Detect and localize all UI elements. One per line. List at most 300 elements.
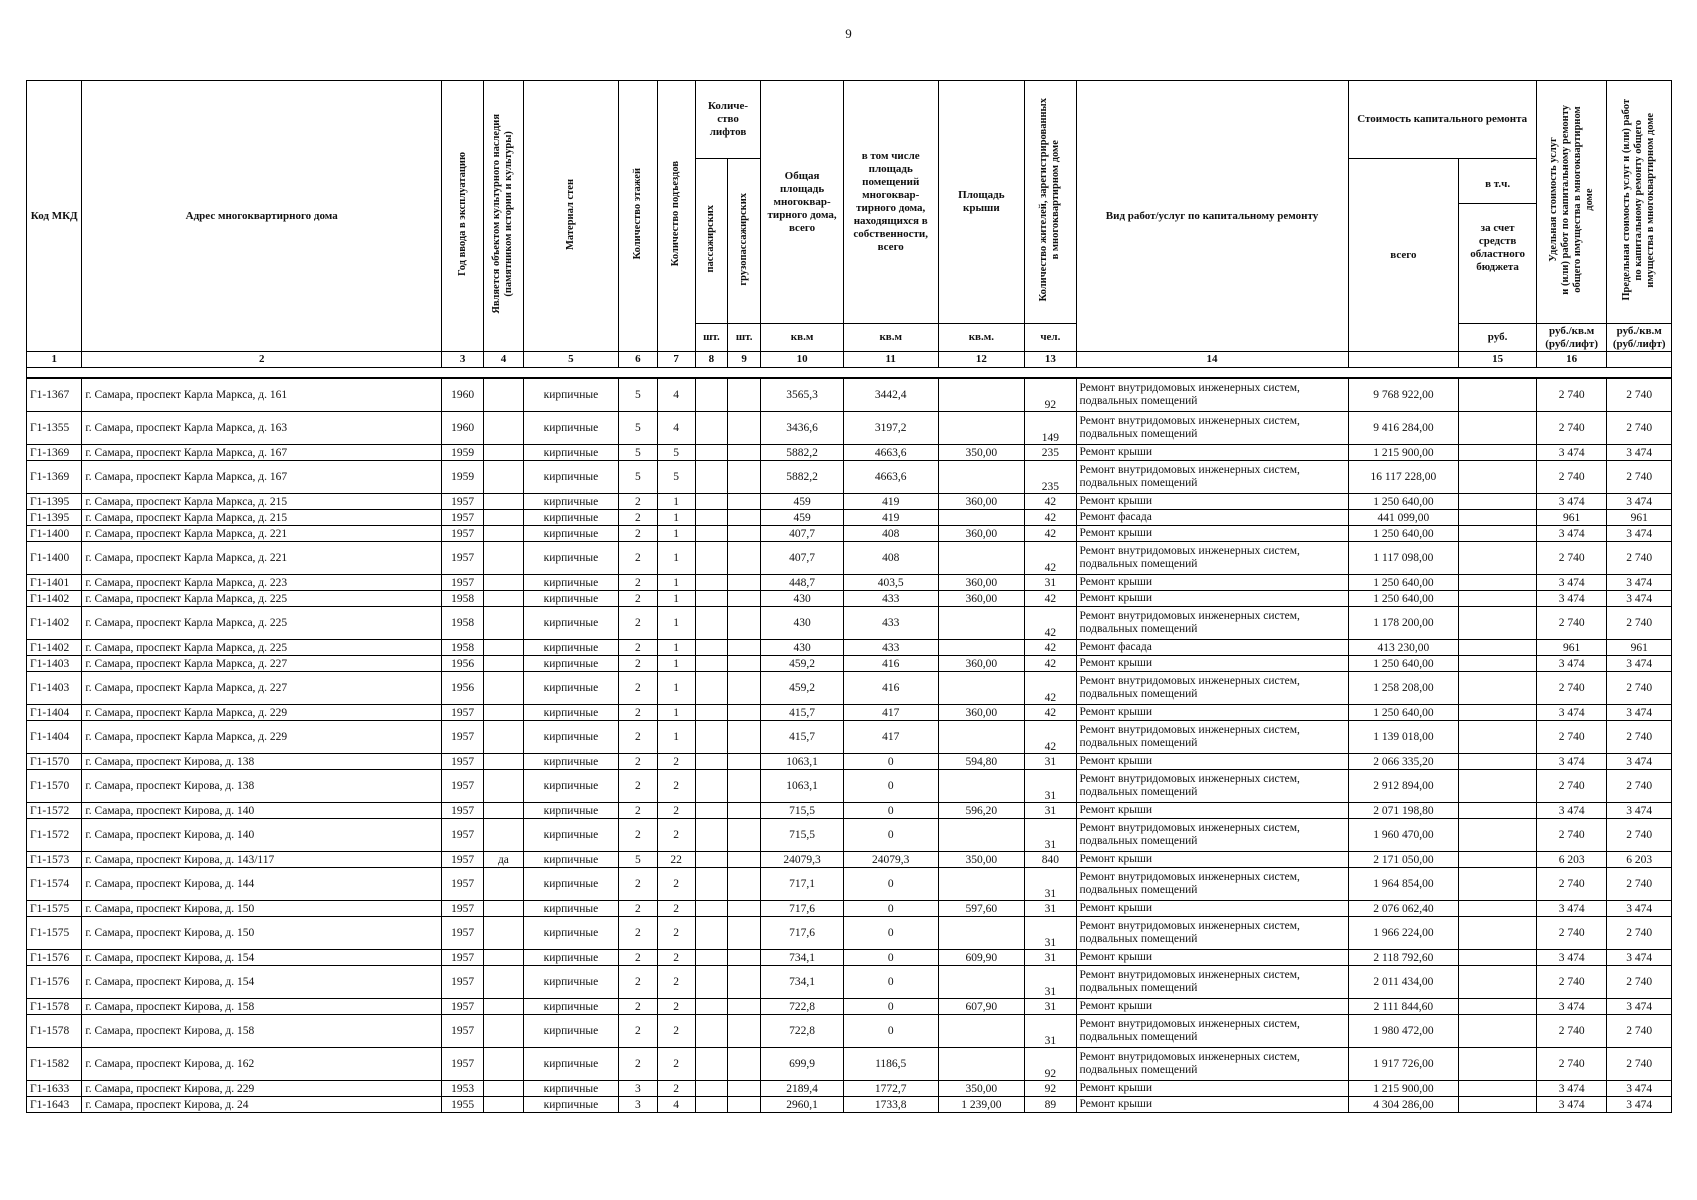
row-total-area: 407,7 bbox=[761, 542, 844, 575]
row-work-type: Ремонт фасада bbox=[1076, 510, 1348, 526]
row-cost-total: 1 258 208,00 bbox=[1348, 672, 1459, 705]
row-owned-area: 0 bbox=[843, 754, 938, 770]
row-roof-area: 594,80 bbox=[938, 754, 1025, 770]
row-cost-regional bbox=[1459, 819, 1537, 852]
row-roof-area bbox=[938, 770, 1025, 803]
row-lifts-cargo bbox=[728, 966, 761, 999]
table-row bbox=[27, 656, 1672, 672]
row-wall-material: кирпичные bbox=[523, 526, 619, 542]
row-roof-area: 360,00 bbox=[938, 656, 1025, 672]
row-entrances: 2 bbox=[657, 1015, 695, 1048]
col-num: 9 bbox=[728, 352, 761, 368]
row-unit-cost: 3 474 bbox=[1536, 445, 1607, 461]
row-year: 1957 bbox=[442, 803, 484, 819]
row-cost-total: 1 215 900,00 bbox=[1348, 445, 1459, 461]
row-unit-cost: 2 740 bbox=[1536, 672, 1607, 705]
row-wall-material: кирпичные bbox=[523, 494, 619, 510]
row-entrances: 2 bbox=[657, 868, 695, 901]
row-heritage: да bbox=[484, 852, 523, 868]
row-wall-material: кирпичные bbox=[523, 672, 619, 705]
row-lifts-pass bbox=[695, 705, 727, 721]
row-wall-material: кирпичные bbox=[523, 966, 619, 999]
row-owned-area: 4663,6 bbox=[843, 445, 938, 461]
row-work-type: Ремонт фасада bbox=[1076, 640, 1348, 656]
row-unit-cost: 3 474 bbox=[1536, 999, 1607, 1015]
row-heritage bbox=[484, 999, 523, 1015]
row-max-cost: 2 740 bbox=[1607, 461, 1672, 494]
row-heritage bbox=[484, 1048, 523, 1081]
unit-people: чел. bbox=[1025, 324, 1076, 352]
table-row bbox=[27, 672, 1672, 705]
row-wall-material: кирпичные bbox=[523, 1081, 619, 1097]
row-owned-area: 417 bbox=[843, 721, 938, 754]
row-code: Г1-1395 bbox=[27, 510, 82, 526]
row-year: 1957 bbox=[442, 770, 484, 803]
row-floors: 2 bbox=[619, 721, 657, 754]
row-address: г. Самара, проспект Карла Маркса, д. 225 bbox=[82, 607, 442, 640]
table-row bbox=[27, 526, 1672, 542]
row-wall-material: кирпичные bbox=[523, 656, 619, 672]
row-max-cost: 2 740 bbox=[1607, 1048, 1672, 1081]
row-heritage bbox=[484, 966, 523, 999]
row-code: Г1-1355 bbox=[27, 412, 82, 445]
row-code: Г1-1573 bbox=[27, 852, 82, 868]
row-year: 1957 bbox=[442, 868, 484, 901]
row-code: Г1-1367 bbox=[27, 378, 82, 412]
header-cost-regional-label: за счет средств областного бюджета bbox=[1470, 222, 1525, 273]
row-year: 1953 bbox=[442, 1081, 484, 1097]
row-roof-area: 360,00 bbox=[938, 705, 1025, 721]
row-residents: 92 bbox=[1025, 1048, 1076, 1081]
row-lifts-pass bbox=[695, 494, 727, 510]
row-entrances: 2 bbox=[657, 901, 695, 917]
row-lifts-pass bbox=[695, 852, 727, 868]
row-max-cost: 3 474 bbox=[1607, 575, 1672, 591]
header-cost-total: всего bbox=[1348, 159, 1459, 352]
row-address: г. Самара, проспект Карла Маркса, д. 227 bbox=[82, 656, 442, 672]
row-wall-material: кирпичные bbox=[523, 542, 619, 575]
row-max-cost: 3 474 bbox=[1607, 950, 1672, 966]
row-total-area: 717,6 bbox=[761, 917, 844, 950]
row-lifts-pass bbox=[695, 672, 727, 705]
row-lifts-pass bbox=[695, 868, 727, 901]
row-work-type: Ремонт внутридомовых инженерных систем, подвальных помещений bbox=[1076, 1048, 1348, 1081]
table-row bbox=[27, 591, 1672, 607]
row-year: 1955 bbox=[442, 1097, 484, 1113]
row-year: 1957 bbox=[442, 852, 484, 868]
row-total-area: 717,1 bbox=[761, 868, 844, 901]
row-max-cost: 3 474 bbox=[1607, 526, 1672, 542]
row-floors: 3 bbox=[619, 1081, 657, 1097]
header-cost-regional bbox=[1459, 159, 1537, 324]
row-owned-area: 419 bbox=[843, 494, 938, 510]
row-roof-area bbox=[938, 1015, 1025, 1048]
row-entrances: 2 bbox=[657, 1081, 695, 1097]
row-year: 1957 bbox=[442, 966, 484, 999]
row-total-area: 5882,2 bbox=[761, 461, 844, 494]
row-cost-total: 4 304 286,00 bbox=[1348, 1097, 1459, 1113]
row-cost-total: 413 230,00 bbox=[1348, 640, 1459, 656]
row-lifts-pass bbox=[695, 999, 727, 1015]
row-year: 1957 bbox=[442, 542, 484, 575]
row-residents: 31 bbox=[1025, 803, 1076, 819]
row-lifts-pass bbox=[695, 721, 727, 754]
row-residents: 42 bbox=[1025, 721, 1076, 754]
row-code: Г1-1575 bbox=[27, 901, 82, 917]
row-total-area: 459 bbox=[761, 510, 844, 526]
col-num bbox=[1607, 352, 1672, 368]
table-row bbox=[27, 542, 1672, 575]
row-residents: 92 bbox=[1025, 1081, 1076, 1097]
row-cost-regional bbox=[1459, 656, 1537, 672]
row-floors: 5 bbox=[619, 412, 657, 445]
row-cost-regional bbox=[1459, 852, 1537, 868]
col-num: 14 bbox=[1076, 352, 1348, 368]
row-residents: 92 bbox=[1025, 378, 1076, 412]
row-cost-regional bbox=[1459, 526, 1537, 542]
row-address: г. Самара, проспект Кирова, д. 138 bbox=[82, 754, 442, 770]
col-num: 13 bbox=[1025, 352, 1076, 368]
row-cost-total: 1 178 200,00 bbox=[1348, 607, 1459, 640]
row-owned-area: 24079,3 bbox=[843, 852, 938, 868]
row-year: 1958 bbox=[442, 607, 484, 640]
row-max-cost: 3 474 bbox=[1607, 705, 1672, 721]
row-unit-cost: 2 740 bbox=[1536, 461, 1607, 494]
header-lifts-cargo: грузопассажирских bbox=[728, 159, 761, 324]
row-cost-total: 2 071 198,80 bbox=[1348, 803, 1459, 819]
table-row bbox=[27, 378, 1672, 412]
table-row bbox=[27, 412, 1672, 445]
unit-sqm-1: кв.м bbox=[761, 324, 844, 352]
row-code: Г1-1395 bbox=[27, 494, 82, 510]
row-unit-cost: 2 740 bbox=[1536, 917, 1607, 950]
row-max-cost: 2 740 bbox=[1607, 672, 1672, 705]
row-entrances: 1 bbox=[657, 542, 695, 575]
row-lifts-cargo bbox=[728, 378, 761, 412]
row-owned-area: 0 bbox=[843, 1015, 938, 1048]
row-floors: 2 bbox=[619, 803, 657, 819]
row-roof-area bbox=[938, 510, 1025, 526]
row-residents: 31 bbox=[1025, 901, 1076, 917]
row-owned-area: 433 bbox=[843, 640, 938, 656]
row-year: 1957 bbox=[442, 754, 484, 770]
row-roof-area: 597,60 bbox=[938, 901, 1025, 917]
header-unit-cost: Удельная стоимость услуг и (или) работ по капитальному ремонту общего имущества в многоквартирном доме bbox=[1536, 81, 1607, 324]
row-owned-area: 1772,7 bbox=[843, 1081, 938, 1097]
row-floors: 2 bbox=[619, 999, 657, 1015]
row-year: 1957 bbox=[442, 1048, 484, 1081]
table-row bbox=[27, 754, 1672, 770]
row-cost-regional bbox=[1459, 607, 1537, 640]
row-roof-area bbox=[938, 542, 1025, 575]
col-num: 16 bbox=[1536, 352, 1607, 368]
row-cost-total: 2 171 050,00 bbox=[1348, 852, 1459, 868]
table-row bbox=[27, 999, 1672, 1015]
row-wall-material: кирпичные bbox=[523, 999, 619, 1015]
row-owned-area: 3197,2 bbox=[843, 412, 938, 445]
row-roof-area: 360,00 bbox=[938, 526, 1025, 542]
row-lifts-cargo bbox=[728, 803, 761, 819]
row-address: г. Самара, проспект Карла Маркса, д. 167 bbox=[82, 445, 442, 461]
row-floors: 2 bbox=[619, 607, 657, 640]
row-code: Г1-1402 bbox=[27, 607, 82, 640]
unit-per-1: руб./кв.м (руб/лифт) bbox=[1536, 324, 1607, 352]
row-residents: 31 bbox=[1025, 868, 1076, 901]
row-heritage bbox=[484, 461, 523, 494]
row-code: Г1-1572 bbox=[27, 819, 82, 852]
row-cost-total: 1 250 640,00 bbox=[1348, 591, 1459, 607]
row-roof-area bbox=[938, 640, 1025, 656]
row-unit-cost: 3 474 bbox=[1536, 1081, 1607, 1097]
row-total-area: 722,8 bbox=[761, 1015, 844, 1048]
row-max-cost: 3 474 bbox=[1607, 901, 1672, 917]
row-lifts-pass bbox=[695, 412, 727, 445]
row-cost-total: 2 066 335,20 bbox=[1348, 754, 1459, 770]
row-total-area: 459,2 bbox=[761, 656, 844, 672]
row-total-area: 430 bbox=[761, 591, 844, 607]
row-cost-total: 1 250 640,00 bbox=[1348, 656, 1459, 672]
row-max-cost: 2 740 bbox=[1607, 1015, 1672, 1048]
table-row bbox=[27, 721, 1672, 754]
row-residents: 31 bbox=[1025, 999, 1076, 1015]
row-address: г. Самара, проспект Кирова, д. 154 bbox=[82, 950, 442, 966]
row-max-cost: 3 474 bbox=[1607, 591, 1672, 607]
row-work-type: Ремонт внутридомовых инженерных систем, подвальных помещений bbox=[1076, 672, 1348, 705]
row-total-area: 430 bbox=[761, 640, 844, 656]
row-unit-cost: 2 740 bbox=[1536, 966, 1607, 999]
row-heritage bbox=[484, 575, 523, 591]
row-unit-cost: 2 740 bbox=[1536, 721, 1607, 754]
row-address: г. Самара, проспект Кирова, д. 229 bbox=[82, 1081, 442, 1097]
row-unit-cost: 3 474 bbox=[1536, 526, 1607, 542]
row-residents: 31 bbox=[1025, 1015, 1076, 1048]
row-year: 1957 bbox=[442, 1015, 484, 1048]
row-floors: 2 bbox=[619, 901, 657, 917]
row-address: г. Самара, проспект Кирова, д. 143/117 bbox=[82, 852, 442, 868]
row-owned-area: 0 bbox=[843, 770, 938, 803]
row-floors: 2 bbox=[619, 591, 657, 607]
row-cost-total: 16 117 228,00 bbox=[1348, 461, 1459, 494]
row-work-type: Ремонт крыши bbox=[1076, 852, 1348, 868]
header-work-type: Вид работ/услуг по капитальному ремонту bbox=[1076, 81, 1348, 352]
row-lifts-cargo bbox=[728, 721, 761, 754]
row-heritage bbox=[484, 901, 523, 917]
row-lifts-cargo bbox=[728, 950, 761, 966]
row-address: г. Самара, проспект Кирова, д. 24 bbox=[82, 1097, 442, 1113]
row-cost-regional bbox=[1459, 770, 1537, 803]
row-cost-regional bbox=[1459, 1048, 1537, 1081]
row-owned-area: 416 bbox=[843, 656, 938, 672]
row-max-cost: 2 740 bbox=[1607, 868, 1672, 901]
column-number-row bbox=[27, 352, 1672, 368]
row-max-cost: 2 740 bbox=[1607, 607, 1672, 640]
row-max-cost: 2 740 bbox=[1607, 542, 1672, 575]
row-max-cost: 2 740 bbox=[1607, 378, 1672, 412]
row-total-area: 715,5 bbox=[761, 819, 844, 852]
row-entrances: 4 bbox=[657, 378, 695, 412]
row-roof-area bbox=[938, 378, 1025, 412]
row-address: г. Самара, проспект Карла Маркса, д. 163 bbox=[82, 412, 442, 445]
row-owned-area: 0 bbox=[843, 868, 938, 901]
row-cost-regional bbox=[1459, 542, 1537, 575]
row-entrances: 4 bbox=[657, 412, 695, 445]
table-row bbox=[27, 966, 1672, 999]
row-wall-material: кирпичные bbox=[523, 591, 619, 607]
row-owned-area: 0 bbox=[843, 819, 938, 852]
row-work-type: Ремонт внутридомовых инженерных систем, подвальных помещений bbox=[1076, 542, 1348, 575]
col-num: 10 bbox=[761, 352, 844, 368]
row-year: 1957 bbox=[442, 721, 484, 754]
row-year: 1957 bbox=[442, 575, 484, 591]
row-heritage bbox=[484, 868, 523, 901]
capital-repair-table bbox=[26, 80, 1672, 1113]
page-number: 9 bbox=[845, 26, 852, 41]
col-num bbox=[1348, 352, 1459, 368]
row-max-cost: 3 474 bbox=[1607, 803, 1672, 819]
row-owned-area: 0 bbox=[843, 999, 938, 1015]
row-work-type: Ремонт внутридомовых инженерных систем, подвальных помещений bbox=[1076, 721, 1348, 754]
row-floors: 2 bbox=[619, 510, 657, 526]
col-num: 2 bbox=[82, 352, 442, 368]
row-residents: 31 bbox=[1025, 966, 1076, 999]
row-roof-area: 607,90 bbox=[938, 999, 1025, 1015]
row-floors: 2 bbox=[619, 770, 657, 803]
row-wall-material: кирпичные bbox=[523, 1048, 619, 1081]
row-heritage bbox=[484, 721, 523, 754]
row-total-area: 734,1 bbox=[761, 950, 844, 966]
table-row bbox=[27, 575, 1672, 591]
row-work-type: Ремонт крыши bbox=[1076, 950, 1348, 966]
row-lifts-pass bbox=[695, 770, 727, 803]
row-roof-area bbox=[938, 721, 1025, 754]
row-total-area: 1063,1 bbox=[761, 754, 844, 770]
row-entrances: 22 bbox=[657, 852, 695, 868]
row-lifts-pass bbox=[695, 640, 727, 656]
row-roof-area: 350,00 bbox=[938, 852, 1025, 868]
row-code: Г1-1578 bbox=[27, 999, 82, 1015]
row-lifts-cargo bbox=[728, 591, 761, 607]
row-unit-cost: 2 740 bbox=[1536, 607, 1607, 640]
row-wall-material: кирпичные bbox=[523, 575, 619, 591]
row-floors: 2 bbox=[619, 754, 657, 770]
row-code: Г1-1400 bbox=[27, 526, 82, 542]
row-work-type: Ремонт крыши bbox=[1076, 656, 1348, 672]
row-residents: 42 bbox=[1025, 542, 1076, 575]
row-heritage bbox=[484, 412, 523, 445]
col-num: 12 bbox=[938, 352, 1025, 368]
row-lifts-pass bbox=[695, 378, 727, 412]
row-heritage bbox=[484, 656, 523, 672]
row-work-type: Ремонт крыши bbox=[1076, 754, 1348, 770]
row-max-cost: 2 740 bbox=[1607, 819, 1672, 852]
row-cost-total: 1 964 854,00 bbox=[1348, 868, 1459, 901]
row-cost-regional bbox=[1459, 672, 1537, 705]
row-address: г. Самара, проспект Кирова, д. 140 bbox=[82, 819, 442, 852]
row-unit-cost: 2 740 bbox=[1536, 378, 1607, 412]
row-total-area: 459,2 bbox=[761, 672, 844, 705]
col-num: 3 bbox=[442, 352, 484, 368]
row-year: 1960 bbox=[442, 378, 484, 412]
row-lifts-cargo bbox=[728, 705, 761, 721]
row-lifts-cargo bbox=[728, 542, 761, 575]
row-roof-area: 350,00 bbox=[938, 1081, 1025, 1097]
row-work-type: Ремонт внутридомовых инженерных систем, подвальных помещений bbox=[1076, 917, 1348, 950]
row-entrances: 2 bbox=[657, 803, 695, 819]
row-work-type: Ремонт внутридомовых инженерных систем, подвальных помещений bbox=[1076, 770, 1348, 803]
row-lifts-pass bbox=[695, 510, 727, 526]
row-address: г. Самара, проспект Карла Маркса, д. 227 bbox=[82, 672, 442, 705]
row-address: г. Самара, проспект Кирова, д. 150 bbox=[82, 901, 442, 917]
row-lifts-pass bbox=[695, 754, 727, 770]
row-floors: 5 bbox=[619, 852, 657, 868]
row-cost-total: 1 250 640,00 bbox=[1348, 526, 1459, 542]
row-year: 1957 bbox=[442, 526, 484, 542]
row-code: Г1-1576 bbox=[27, 950, 82, 966]
row-wall-material: кирпичные bbox=[523, 445, 619, 461]
row-year: 1957 bbox=[442, 510, 484, 526]
row-lifts-cargo bbox=[728, 510, 761, 526]
row-cost-regional bbox=[1459, 378, 1537, 412]
row-lifts-pass bbox=[695, 950, 727, 966]
row-cost-total: 1 917 726,00 bbox=[1348, 1048, 1459, 1081]
row-lifts-pass bbox=[695, 819, 727, 852]
row-work-type: Ремонт крыши bbox=[1076, 705, 1348, 721]
row-unit-cost: 2 740 bbox=[1536, 868, 1607, 901]
row-total-area: 24079,3 bbox=[761, 852, 844, 868]
row-floors: 5 bbox=[619, 461, 657, 494]
row-code: Г1-1401 bbox=[27, 575, 82, 591]
row-wall-material: кирпичные bbox=[523, 705, 619, 721]
row-cost-total: 1 215 900,00 bbox=[1348, 1081, 1459, 1097]
row-lifts-pass bbox=[695, 966, 727, 999]
row-entrances: 2 bbox=[657, 819, 695, 852]
row-unit-cost: 3 474 bbox=[1536, 1097, 1607, 1113]
row-wall-material: кирпичные bbox=[523, 770, 619, 803]
row-cost-regional bbox=[1459, 868, 1537, 901]
row-lifts-cargo bbox=[728, 494, 761, 510]
row-floors: 2 bbox=[619, 672, 657, 705]
row-lifts-pass bbox=[695, 575, 727, 591]
row-residents: 42 bbox=[1025, 705, 1076, 721]
row-heritage bbox=[484, 591, 523, 607]
row-cost-regional bbox=[1459, 591, 1537, 607]
row-lifts-cargo bbox=[728, 575, 761, 591]
row-heritage bbox=[484, 950, 523, 966]
row-cost-regional bbox=[1459, 950, 1537, 966]
row-roof-area bbox=[938, 966, 1025, 999]
row-owned-area: 0 bbox=[843, 803, 938, 819]
row-cost-total: 2 111 844,60 bbox=[1348, 999, 1459, 1015]
row-cost-total: 9 768 922,00 bbox=[1348, 378, 1459, 412]
row-entrances: 1 bbox=[657, 607, 695, 640]
row-cost-total: 1 139 018,00 bbox=[1348, 721, 1459, 754]
row-cost-total: 1 980 472,00 bbox=[1348, 1015, 1459, 1048]
row-floors: 2 bbox=[619, 966, 657, 999]
row-heritage bbox=[484, 819, 523, 852]
row-unit-cost: 6 203 bbox=[1536, 852, 1607, 868]
row-address: г. Самара, проспект Карла Маркса, д. 215 bbox=[82, 494, 442, 510]
header-owned-area: в том числе площадь помещений многоквар-тирного дома, находящихся в собственности, всего bbox=[843, 81, 938, 324]
table-row bbox=[27, 1015, 1672, 1048]
row-max-cost: 6 203 bbox=[1607, 852, 1672, 868]
row-roof-area bbox=[938, 1048, 1025, 1081]
row-unit-cost: 961 bbox=[1536, 640, 1607, 656]
row-work-type: Ремонт крыши bbox=[1076, 1097, 1348, 1113]
row-cost-regional bbox=[1459, 721, 1537, 754]
row-lifts-pass bbox=[695, 1048, 727, 1081]
row-cost-regional bbox=[1459, 412, 1537, 445]
row-cost-total: 2 076 062,40 bbox=[1348, 901, 1459, 917]
